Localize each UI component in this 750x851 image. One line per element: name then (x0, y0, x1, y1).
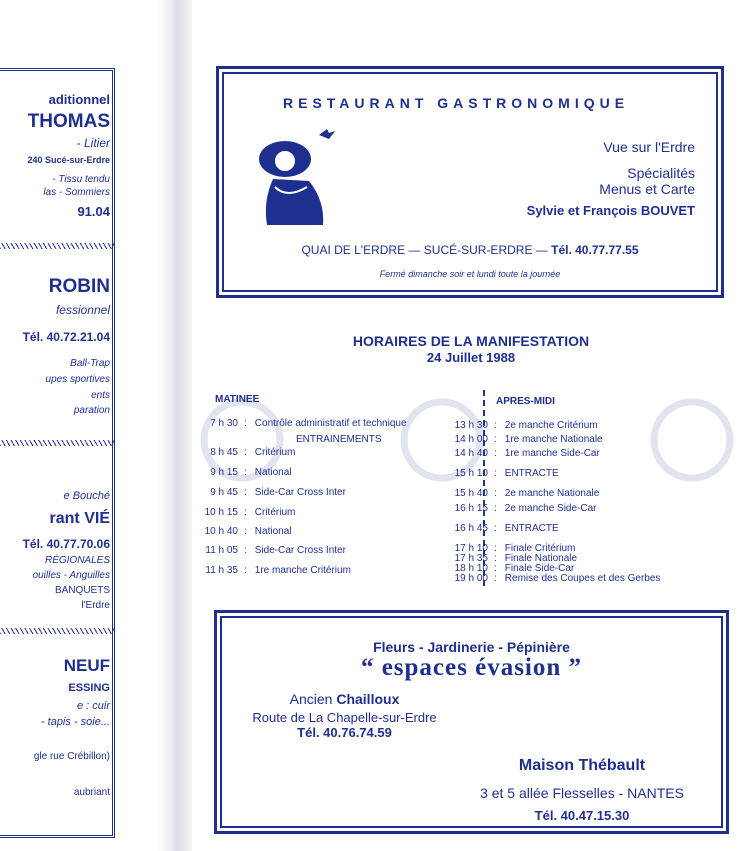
apresmidi-label: 2e manche Critérium (504, 420, 598, 431)
child-illustration (253, 121, 345, 231)
matinee-row: 8 h 45 : Critérium (192, 447, 295, 458)
thebault-address: 3 et 5 allée Flesselles - NANTES (480, 785, 684, 801)
left-line: 240 Sucé-sur-Erdre (27, 155, 110, 165)
left-line: NEUF (63, 656, 110, 675)
matinee-label: Side-Car Cross Inter (254, 545, 346, 556)
restaurant-line-3: Menus et Carte (599, 181, 695, 197)
apresmidi-time: 17 h 35 (454, 553, 488, 564)
matinee-row: 10 h 15 : Critérium (192, 507, 295, 518)
apresmidi-label: ENTRACTE (504, 468, 559, 479)
apresmidi-row: 16 h 45 : ENTRACTE (442, 523, 559, 534)
fleurs-brand: “ espaces évasion ” (360, 654, 583, 681)
divider (0, 440, 115, 446)
apresmidi-label: Finale Critérium (504, 543, 576, 554)
matinee-row: 10 h 40 : National (192, 526, 291, 537)
apresmidi-time: 18 h 10 (454, 563, 488, 574)
left-line: ROBIN (48, 276, 110, 297)
fleurs-ancien-name: Chailloux (336, 691, 400, 707)
matinee-time: 9 h 45 (210, 487, 238, 498)
matinee-label: National (254, 526, 292, 537)
matinee-label: Critérium (254, 507, 296, 518)
espaces-evasion-ad (214, 610, 729, 834)
apresmidi-row: 18 h 10 : Finale Side-Car (442, 564, 574, 574)
restaurant-line-1: Vue sur l'Erdre (603, 139, 695, 155)
apresmidi-time: 15 h 40 (454, 488, 488, 499)
matinee-row: 9 h 45 : Side-Car Cross Inter (192, 487, 346, 498)
apresmidi-time: 16 h 15 (454, 503, 488, 514)
matinee-header: MATINEE (215, 394, 260, 405)
left-line: Ball-Trap (70, 358, 110, 369)
apresmidi-time: 14 h 40 (454, 448, 488, 459)
left-line: Tél. 40.72.21.04 (22, 330, 110, 344)
matinee-row: 9 h 15 : National (192, 467, 291, 478)
left-line: gle rue Crébillon) (33, 751, 110, 762)
fleurs-ancien-prefix: Ancien (289, 691, 333, 707)
apresmidi-row: 17 h 10 : Finale Critérium (442, 544, 575, 554)
apresmidi-label: 1re manche Side-Car (504, 448, 600, 459)
left-line: las - Sommiers (43, 187, 110, 198)
page-crease (158, 0, 192, 851)
apresmidi-row: 19 h 00 : Remise des Coupes et des Gerbes (442, 574, 660, 584)
apresmidi-row: 17 h 35 : Finale Nationale (442, 554, 577, 564)
apresmidi-time: 13 h 30 (454, 420, 488, 431)
apresmidi-row: 15 h 40 : 2e manche Nationale (442, 488, 599, 499)
restaurant-owners: Sylvie et François BOUVET (526, 203, 695, 218)
left-line: 91.04 (77, 204, 110, 219)
left-line: BANQUETS (54, 585, 110, 596)
restaurant-heading: RESTAURANT GASTRONOMIQUE (283, 95, 630, 111)
left-line: paration (73, 405, 110, 416)
matinee-label: National (254, 467, 292, 478)
apresmidi-time: 14 h 00 (454, 434, 488, 445)
apresmidi-row: 14 h 00 : 1re manche Nationale (442, 434, 603, 445)
apresmidi-row: 14 h 40 : 1re manche Side-Car (442, 448, 600, 459)
left-line: upes sportives (45, 374, 110, 385)
apresmidi-time: 15 h 10 (454, 468, 488, 479)
matinee-label: Contrôle administratif et technique (254, 418, 407, 429)
thebault-tel: Tél. 40.47.15.30 (534, 808, 630, 823)
apresmidi-label: 2e manche Side-Car (504, 503, 597, 514)
fleurs-heading: Fleurs - Jardinerie - Pépinière (373, 639, 570, 655)
apresmidi-header: APRES-MIDI (496, 396, 555, 407)
divider (0, 243, 115, 249)
restaurant-address: QUAI DE L'ERDRE — SUCÉ-SUR-ERDRE — (301, 243, 548, 257)
schedule-date: 24 Juillet 1988 (426, 350, 516, 365)
apresmidi-time: 16 h 45 (454, 523, 488, 534)
left-line: ouilles - Anguilles (32, 570, 110, 581)
left-line: Tél. 40.77.70.06 (22, 537, 110, 551)
apresmidi-time: 17 h 10 (454, 543, 488, 554)
apresmidi-label: Finale Side-Car (504, 563, 575, 574)
restaurant-tel: Tél. 40.77.77.55 (551, 243, 639, 257)
fleurs-ancien (217, 691, 472, 707)
left-line: e : cuir (76, 700, 110, 712)
matinee-time: 9 h 15 (210, 467, 238, 478)
left-line: THOMAS (27, 111, 110, 132)
apresmidi-label: 2e manche Nationale (504, 488, 600, 499)
schedule-title: HORAIRES DE LA MANIFESTATION (352, 333, 590, 349)
left-line: - Litier (76, 136, 110, 150)
divider (0, 628, 115, 634)
left-line: rant VIÉ (49, 510, 110, 527)
matinee-time: 10 h 15 (204, 507, 238, 518)
matinee-time: 11 h 05 (205, 545, 238, 556)
fleurs-route: Route de La Chapelle-sur-Erdre (252, 710, 437, 725)
matinee-time: 10 h 40 (204, 526, 238, 537)
left-page (0, 0, 158, 851)
left-line: aubriant (73, 787, 110, 798)
matinee-time: 8 h 45 (210, 447, 238, 458)
matinee-row: 11 h 05 : Side-Car Cross Inter (192, 545, 346, 556)
left-line: - Tissu tendu (52, 174, 110, 185)
apresmidi-label: 1re manche Nationale (504, 434, 603, 445)
apresmidi-label: Finale Nationale (504, 553, 578, 564)
left-line: ents (91, 390, 110, 401)
fleurs-tel: Tél. 40.76.74.59 (297, 725, 392, 740)
child-with-bird-illustration (253, 121, 345, 231)
apresmidi-label: Remise des Coupes et des Gerbes (504, 573, 661, 584)
left-line: fessionnel (55, 303, 110, 317)
restaurant-line-2: Spécialités (627, 165, 695, 181)
matinee-row: 7 h 30 : Contrôle administratif et technique (192, 418, 407, 429)
apresmidi-row: 15 h 10 : ENTRACTE (442, 468, 559, 479)
matinee-time: 11 h 35 (205, 565, 238, 576)
left-line: l'Erdre (81, 600, 110, 611)
left-line: aditionnel (48, 92, 110, 107)
restaurant-ad (216, 66, 724, 298)
restaurant-address-line (219, 243, 721, 257)
left-line: ESSING (68, 682, 110, 694)
watermark-faces (192, 380, 750, 544)
right-page (192, 0, 750, 851)
matinee-label: Side-Car Cross Inter (254, 487, 346, 498)
apresmidi-time: 19 h 00 (454, 573, 488, 584)
apresmidi-label: ENTRACTE (504, 523, 559, 534)
matinee-row: 11 h 35 : 1re manche Critérium (192, 565, 351, 576)
matinee-row (296, 434, 382, 445)
matinee-label: 1re manche Critérium (254, 565, 351, 576)
matinee-label: ENTRAINEMENTS (296, 434, 382, 445)
matinee-label: Critérium (254, 447, 296, 458)
apresmidi-row: 16 h 15 : 2e manche Side-Car (442, 503, 597, 514)
matinee-time: 7 h 30 (210, 418, 238, 429)
thebault-name: Maison Thébault (518, 757, 646, 774)
left-line: RÉGIONALES (44, 555, 110, 566)
left-line: e Bouché (63, 490, 110, 502)
left-line: - tapis - soie... (40, 716, 110, 728)
apresmidi-row: 13 h 30 : 2e manche Critérium (442, 420, 598, 431)
restaurant-closing: Fermé dimanche soir et lundi toute la journée (379, 269, 561, 279)
